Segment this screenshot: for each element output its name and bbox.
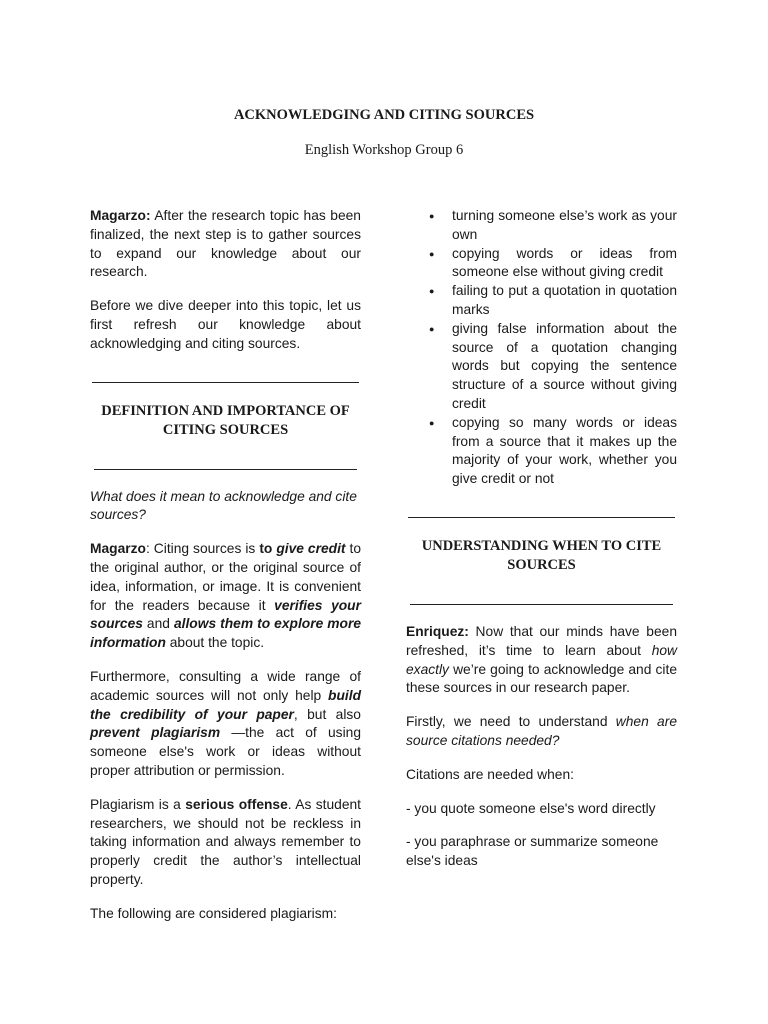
divider — [92, 382, 359, 383]
list-item: ● copying so many words or ideas from a source that it makes up the majority of your work, whether you give credit or not — [406, 414, 677, 489]
citation-case: - you quote someone else's word directly — [406, 800, 656, 816]
intro-paragraph-2: Before we dive deeper into this topic, let us first refresh our knowledge about acknowledging and citing sources. — [90, 298, 361, 351]
document-subtitle: English Workshop Group 6 — [304, 142, 464, 158]
plagiarism-list — [406, 207, 677, 489]
citations-text: Citations are needed when: — [406, 766, 574, 782]
enriquez-paragraph: Enriquez: Now that our minds have been refreshed, it’s time to learn about how exactly we’re going to acknowledge and cite these sources in our research paper. — [406, 623, 677, 696]
furthermore-paragraph: Furthermore, consulting a wide range of academic sources will not only help build the credibility of your paper, but also prevent plagiarism —the act of using someone else's work or ideas without proper attribution or permission. — [90, 668, 361, 778]
following-text: The following are considered plagiarism: — [90, 905, 337, 921]
section-heading: DEFINITION AND IMPORTANCE OF CITING SOURCES — [101, 402, 350, 439]
divider — [408, 517, 675, 518]
plagiarism-paragraph: Plagiarism is a serious offense. As student researchers, we should not be reckless in taking information and always remember to properly credit the author’s intellectual property. — [90, 796, 361, 887]
list-item: ● giving false information about the source of a quotation changing words but copying the sentence structure of a source without giving credit — [406, 320, 677, 414]
citation-case: - you paraphrase or summarize someone else's ideas — [406, 834, 659, 869]
document-title: ACKNOWLEDGING AND CITING SOURCES — [233, 107, 535, 123]
list-item: ● turning someone else’s work as your own — [406, 207, 677, 245]
speaker-name: Magarzo: — [90, 208, 151, 223]
list-item: ● copying words or ideas from someone else without giving credit — [406, 245, 677, 283]
left-column — [90, 207, 361, 924]
divider — [94, 469, 357, 470]
definition-paragraph: Magarzo: Citing sources is to give credit to the original author, or the original source of idea, information, or image. It is convenient for the readers because it verifies your sources and allows them to explore more information about the topic. — [90, 541, 361, 651]
right-column — [406, 207, 677, 871]
question-text: What does it mean to acknowledge and cite sources? — [90, 488, 357, 523]
firstly-paragraph: Firstly, we need to understand when are source citations needed? — [406, 714, 677, 748]
intro-paragraph: Magarzo: After the research topic has been finalized, the next step is to gather sources to expand our knowledge about our research. — [90, 208, 361, 280]
divider — [410, 604, 673, 605]
list-item: ● failing to put a quotation in quotation marks — [406, 282, 677, 320]
section-heading: UNDERSTANDING WHEN TO CITE SOURCES — [421, 537, 662, 574]
